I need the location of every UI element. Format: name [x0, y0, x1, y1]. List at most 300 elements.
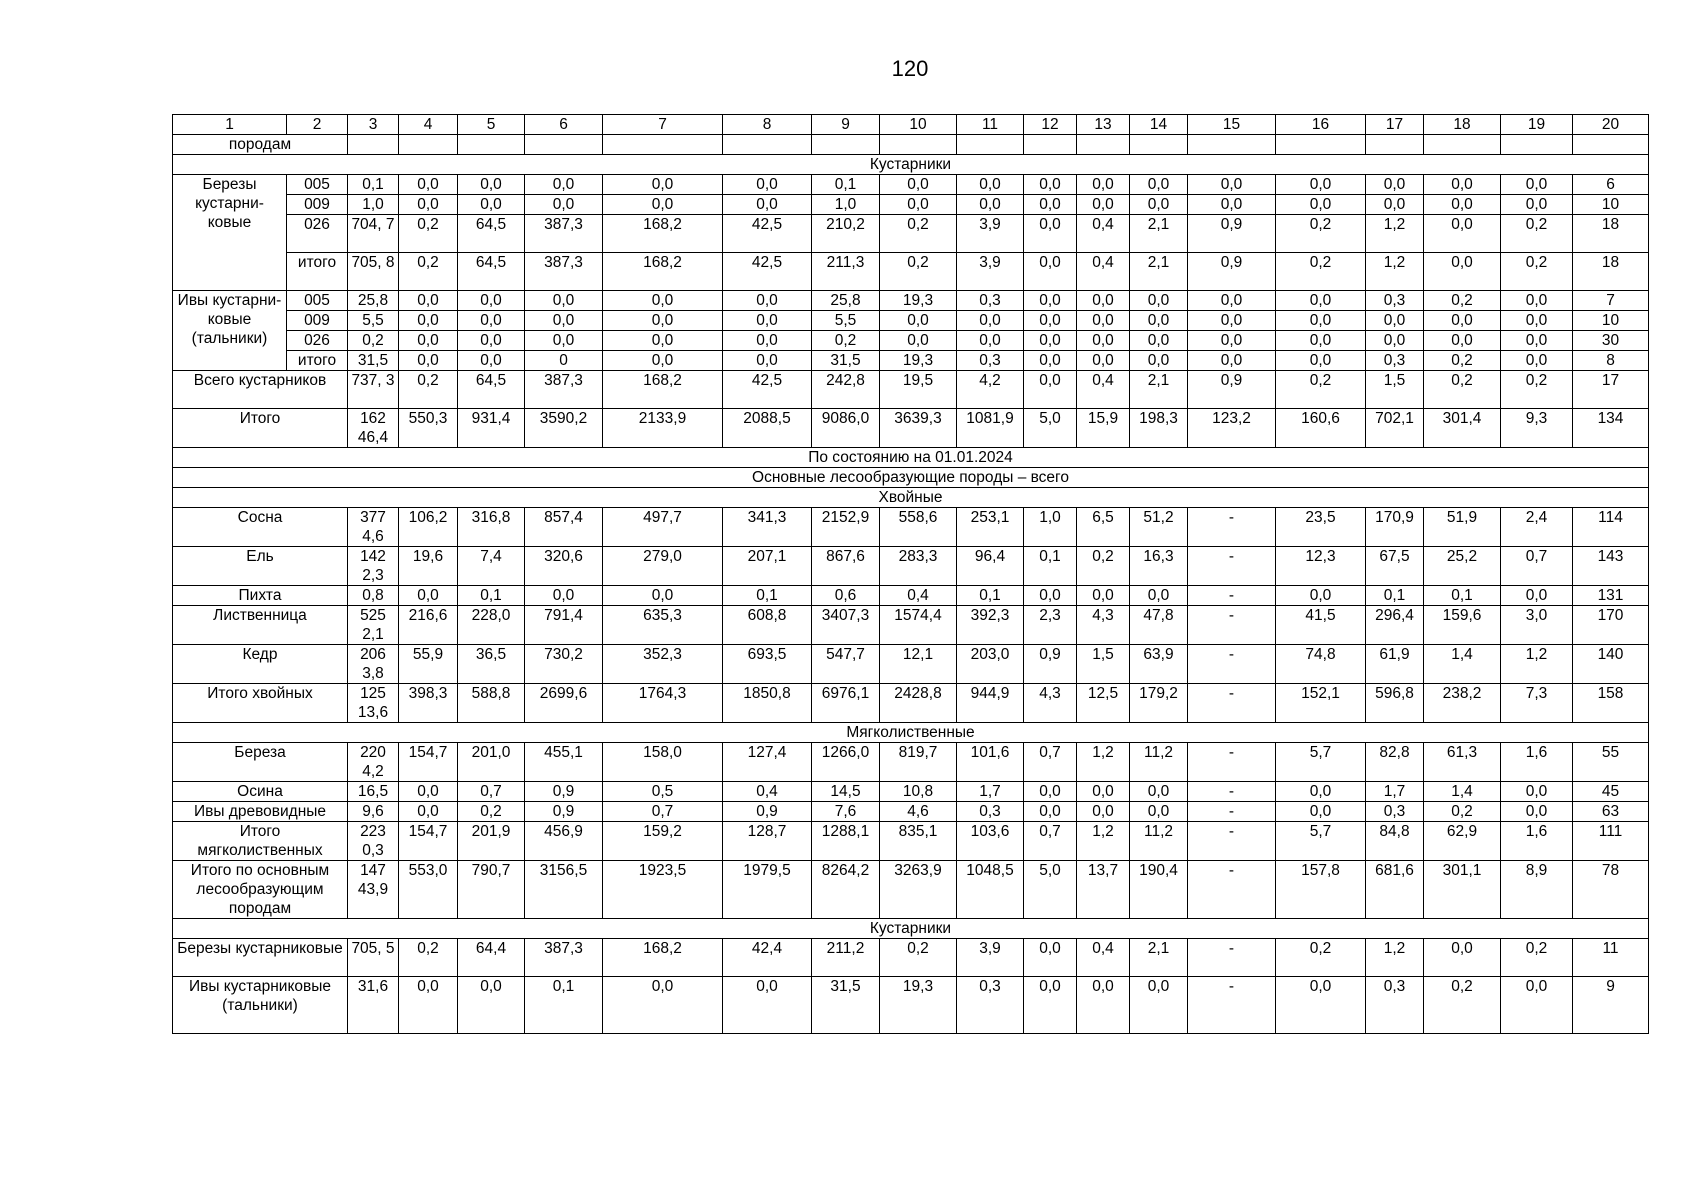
table-cell: 0,3	[1366, 291, 1424, 311]
row-label: Лиственница	[173, 606, 348, 645]
table-row	[173, 861, 1649, 919]
table-cell	[1024, 135, 1077, 155]
table-cell: 0,0	[1276, 331, 1366, 351]
table-cell: 1,7	[1366, 782, 1424, 802]
table-cell: 157,8	[1276, 861, 1366, 919]
table-cell: 0,1	[1366, 586, 1424, 606]
table-cell: 0,0	[399, 802, 458, 822]
table-cell: 42,4	[723, 939, 812, 977]
table-cell: 0,0	[1077, 311, 1130, 331]
table-cell: 0,7	[1024, 743, 1077, 782]
table-cell: 0,0	[1024, 802, 1077, 822]
table-cell: 1048,5	[957, 861, 1024, 919]
table-cell: 12,1	[880, 645, 957, 684]
table-cell: 64,4	[458, 939, 525, 977]
section-row	[173, 488, 1649, 508]
table-cell: 61,3	[1424, 743, 1501, 782]
table-cell: 0,0	[1188, 311, 1276, 331]
table-cell: 152,1	[1276, 684, 1366, 723]
table-cell: 0,2	[1501, 371, 1573, 409]
table-cell: 0,0	[458, 291, 525, 311]
table-cell: 0,0	[1424, 939, 1501, 977]
table-cell: 387,3	[525, 939, 603, 977]
table-cell: 0,0	[1366, 311, 1424, 331]
table-cell: 0,9	[723, 802, 812, 822]
table-cell: 19,3	[880, 291, 957, 311]
page-number: 120	[891, 56, 929, 81]
table-cell: 0,0	[957, 331, 1024, 351]
table-cell: 179,2	[1130, 684, 1188, 723]
table-cell: 1,2	[1366, 939, 1424, 977]
table-cell: 0,0	[1077, 175, 1130, 195]
table-cell: 0,0	[1424, 253, 1501, 291]
table-cell: 9	[1573, 977, 1649, 1034]
code-cell: 009	[287, 195, 348, 215]
section-row	[173, 155, 1649, 175]
table-cell: 61,9	[1366, 645, 1424, 684]
table-cell: 5,5	[348, 311, 399, 331]
table-cell: 0,0	[723, 331, 812, 351]
table-cell: 1,2	[1501, 645, 1573, 684]
table-cell: 170	[1573, 606, 1649, 645]
table-cell: 19,6	[399, 547, 458, 586]
table-cell: 558,6	[880, 508, 957, 547]
table-cell: 0,0	[399, 311, 458, 331]
code-cell: 005	[287, 175, 348, 195]
table-cell: 253,1	[957, 508, 1024, 547]
code-cell: итого	[287, 351, 348, 371]
table-cell	[399, 135, 458, 155]
table-cell: 31,6	[348, 977, 399, 1034]
table-cell: 160,6	[1276, 409, 1366, 448]
table-cell: 168,2	[603, 371, 723, 409]
table-cell: 0,0	[1501, 782, 1573, 802]
table-cell: 0,0	[1188, 331, 1276, 351]
table-cell: 0,0	[1130, 311, 1188, 331]
table-cell: 0,0	[880, 195, 957, 215]
table-cell: 31,5	[812, 977, 880, 1034]
table-cell: 5,0	[1024, 409, 1077, 448]
table-cell: 0,0	[1424, 331, 1501, 351]
table-cell: 5,5	[812, 311, 880, 331]
table-cell: 0,0	[603, 195, 723, 215]
table-cell: 0,1	[957, 586, 1024, 606]
table-cell: 1,0	[348, 195, 399, 215]
table-row	[173, 684, 1649, 723]
table-cell: 3263,9	[880, 861, 957, 919]
table-cell: 3407,3	[812, 606, 880, 645]
table-cell: 0,0	[723, 977, 812, 1034]
table-cell: 0,3	[1366, 802, 1424, 822]
column-header: 7	[603, 115, 723, 135]
table-cell: 106,2	[399, 508, 458, 547]
table-cell: 140	[1573, 645, 1649, 684]
table-cell	[1276, 135, 1366, 155]
table-cell: 0,2	[399, 371, 458, 409]
table-cell: 3156,5	[525, 861, 603, 919]
table-cell: 0,0	[1276, 195, 1366, 215]
table-cell: 0,2	[1424, 291, 1501, 311]
table-cell: 0,0	[458, 977, 525, 1034]
table-cell: 36,5	[458, 645, 525, 684]
table-cell: 0,1	[1024, 547, 1077, 586]
table-cell: 0,0	[603, 351, 723, 371]
code-cell: 026	[287, 215, 348, 253]
table-cell: 8	[1573, 351, 1649, 371]
table-cell: 9086,0	[812, 409, 880, 448]
table-cell: 704, 7	[348, 215, 399, 253]
table-cell: 216,6	[399, 606, 458, 645]
column-header: 13	[1077, 115, 1130, 135]
table-cell: 42,5	[723, 215, 812, 253]
table-cell: 0,0	[399, 175, 458, 195]
table-cell: 0,2	[1276, 215, 1366, 253]
table-cell: 2,4	[1501, 508, 1573, 547]
table-cell: 0,0	[399, 782, 458, 802]
table-cell: 0,0	[1276, 782, 1366, 802]
table-cell: 228,0	[458, 606, 525, 645]
table-cell: 0,8	[348, 586, 399, 606]
section-title-softwood: Мягколиственные	[173, 723, 1649, 743]
table-cell: 0,9	[1024, 645, 1077, 684]
column-header: 1	[173, 115, 287, 135]
table-cell: 392,3	[957, 606, 1024, 645]
table-cell: 16,5	[348, 782, 399, 802]
table-cell: 19,3	[880, 977, 957, 1034]
table-cell: 19,3	[880, 351, 957, 371]
table-cell: 158	[1573, 684, 1649, 723]
table-cell: 0,7	[458, 782, 525, 802]
table-cell: 25,2	[1424, 547, 1501, 586]
table-cell: 2088,5	[723, 409, 812, 448]
table-cell: 1,5	[1366, 371, 1424, 409]
table-cell: 3,9	[957, 253, 1024, 291]
table-cell: -	[1188, 684, 1276, 723]
table-cell: 125 13,6	[348, 684, 399, 723]
table-cell: 0,0	[1024, 371, 1077, 409]
table-cell: 0,0	[1130, 586, 1188, 606]
table-cell: 0,3	[957, 977, 1024, 1034]
table-body	[173, 115, 1649, 1034]
table-cell: -	[1188, 802, 1276, 822]
table-cell: 0,0	[1130, 331, 1188, 351]
table-cell: 341,3	[723, 508, 812, 547]
section-title-shrubs: Кустарники	[173, 919, 1649, 939]
table-row	[173, 195, 1649, 215]
table-cell: 0,0	[1366, 331, 1424, 351]
table-cell: 0,2	[880, 253, 957, 291]
table-row	[173, 175, 1649, 195]
table-cell: 162 46,4	[348, 409, 399, 448]
table-cell: 0,0	[1424, 311, 1501, 331]
group-label: Ивы кустарни- ковые (тальники)	[173, 291, 287, 371]
table-cell: 547,7	[812, 645, 880, 684]
table-cell: 55,9	[399, 645, 458, 684]
table-cell: -	[1188, 645, 1276, 684]
table-cell	[1366, 135, 1424, 155]
table-cell: 74,8	[1276, 645, 1366, 684]
table-cell: 6,5	[1077, 508, 1130, 547]
table-cell: 14,5	[812, 782, 880, 802]
table-cell: 588,8	[458, 684, 525, 723]
table-cell: -	[1188, 782, 1276, 802]
column-header: 14	[1130, 115, 1188, 135]
column-header: 4	[399, 115, 458, 135]
table-cell: 134	[1573, 409, 1649, 448]
table-cell: 635,3	[603, 606, 723, 645]
table-cell: 78	[1573, 861, 1649, 919]
table-cell: 5,0	[1024, 861, 1077, 919]
table-cell: 0,0	[1130, 977, 1188, 1034]
table-cell: 18	[1573, 253, 1649, 291]
table-cell: 3,9	[957, 215, 1024, 253]
table-cell: 82,8	[1366, 743, 1424, 782]
table-cell: 211,2	[812, 939, 880, 977]
table-cell: 62,9	[1424, 822, 1501, 861]
table-cell: 0,0	[1024, 215, 1077, 253]
table-cell: 387,3	[525, 371, 603, 409]
table-cell: 2,3	[1024, 606, 1077, 645]
table-cell: 0,0	[1130, 802, 1188, 822]
table-cell: 0,0	[1077, 977, 1130, 1034]
table-cell	[880, 135, 957, 155]
table-cell: 497,7	[603, 508, 723, 547]
table-cell: 0,0	[1024, 977, 1077, 1034]
table-cell: 11,2	[1130, 822, 1188, 861]
row-label: Всего кустарников	[173, 371, 348, 409]
table-cell: 398,3	[399, 684, 458, 723]
table-cell: 0,0	[1424, 215, 1501, 253]
header-row	[173, 115, 1649, 135]
table-cell: 31,5	[812, 351, 880, 371]
table-cell: 1574,4	[880, 606, 957, 645]
table-cell: 0,2	[812, 331, 880, 351]
table-cell: 64,5	[458, 215, 525, 253]
table-cell: 0,0	[1366, 195, 1424, 215]
table-cell: 0,0	[957, 311, 1024, 331]
table-cell: 0,1	[812, 175, 880, 195]
table-cell: 0,0	[458, 195, 525, 215]
table-cell: 1,2	[1077, 743, 1130, 782]
table-cell: 2699,6	[525, 684, 603, 723]
table-cell: 0,3	[957, 351, 1024, 371]
table-cell: 283,3	[880, 547, 957, 586]
table-cell: 320,6	[525, 547, 603, 586]
table-cell: 835,1	[880, 822, 957, 861]
table-cell: 737, 3	[348, 371, 399, 409]
column-header: 17	[1366, 115, 1424, 135]
table-cell: 301,1	[1424, 861, 1501, 919]
table-cell: 1,4	[1424, 645, 1501, 684]
section-title-shrubs: Кустарники	[173, 155, 1649, 175]
table-row	[173, 331, 1649, 351]
table-cell: 5,7	[1276, 743, 1366, 782]
table-cell: 0,0	[1077, 586, 1130, 606]
table-cell: 279,0	[603, 547, 723, 586]
table-cell: 550,3	[399, 409, 458, 448]
table-cell: -	[1188, 861, 1276, 919]
table-row	[173, 547, 1649, 586]
table-cell: 0,2	[458, 802, 525, 822]
table-cell: 0,0	[1024, 195, 1077, 215]
table-cell: 819,7	[880, 743, 957, 782]
table-cell: 0,2	[1501, 215, 1573, 253]
table-cell: 0,0	[1130, 782, 1188, 802]
table-cell: 238,2	[1424, 684, 1501, 723]
table-cell: 0,0	[1501, 977, 1573, 1034]
table-row	[173, 215, 1649, 253]
table-cell: 296,4	[1366, 606, 1424, 645]
table-cell: 168,2	[603, 215, 723, 253]
table-cell: 0,7	[603, 802, 723, 822]
table-cell: 168,2	[603, 253, 723, 291]
table-cell: 0,0	[1276, 291, 1366, 311]
table-cell: 2428,8	[880, 684, 957, 723]
table-cell: 0,1	[525, 977, 603, 1034]
table-cell: 0,0	[603, 175, 723, 195]
table-cell	[1077, 135, 1130, 155]
code-cell: 009	[287, 311, 348, 331]
table-cell: 128,7	[723, 822, 812, 861]
row-label: Итого хвойных	[173, 684, 348, 723]
table-cell: 0,1	[1424, 586, 1501, 606]
table-cell: 1,6	[1501, 743, 1573, 782]
table-cell	[1188, 135, 1276, 155]
table-cell: 0,0	[1024, 331, 1077, 351]
table-cell: -	[1188, 977, 1276, 1034]
table-cell: 143	[1573, 547, 1649, 586]
table-cell: 0,0	[399, 195, 458, 215]
table-cell: 2,1	[1130, 371, 1188, 409]
table-cell: 51,2	[1130, 508, 1188, 547]
code-cell: 005	[287, 291, 348, 311]
table-cell	[1130, 135, 1188, 155]
table-cell: 944,9	[957, 684, 1024, 723]
table-cell: 352,3	[603, 645, 723, 684]
table-cell: 2133,9	[603, 409, 723, 448]
table-cell: 0,0	[603, 311, 723, 331]
table-cell: 0,0	[458, 351, 525, 371]
column-header: 11	[957, 115, 1024, 135]
table-cell: 1,2	[1077, 822, 1130, 861]
row-label: Кедр	[173, 645, 348, 684]
table-cell: 0,2	[1501, 939, 1573, 977]
table-cell: 0,1	[348, 175, 399, 195]
table-cell: 0,0	[603, 331, 723, 351]
table-cell: 168,2	[603, 939, 723, 977]
table-cell: 67,5	[1366, 547, 1424, 586]
table-cell: 158,0	[603, 743, 723, 782]
table-cell: 127,4	[723, 743, 812, 782]
table-cell: 0,0	[399, 977, 458, 1034]
table-cell	[957, 135, 1024, 155]
table-cell: 103,6	[957, 822, 1024, 861]
table-cell: 0,0	[525, 175, 603, 195]
table-cell	[458, 135, 525, 155]
table-cell: 0,0	[957, 195, 1024, 215]
table-cell: 42,5	[723, 253, 812, 291]
table-cell: 0,0	[723, 311, 812, 331]
table-cell: 387,3	[525, 215, 603, 253]
table-row	[173, 977, 1649, 1034]
table-cell: 0,0	[880, 175, 957, 195]
table-cell: -	[1188, 586, 1276, 606]
table-cell: 19,5	[880, 371, 957, 409]
row-label: Сосна	[173, 508, 348, 547]
table-cell: 0,2	[1276, 253, 1366, 291]
table-cell: 0,4	[1077, 215, 1130, 253]
table-cell: 0,0	[1501, 802, 1573, 822]
table-cell: 608,8	[723, 606, 812, 645]
table-cell: 0,0	[458, 311, 525, 331]
table-cell: 0,0	[603, 977, 723, 1034]
table-cell: 455,1	[525, 743, 603, 782]
table-cell: 11	[1573, 939, 1649, 977]
table-cell: 681,6	[1366, 861, 1424, 919]
table-cell: 0,6	[812, 586, 880, 606]
table-cell: 64,5	[458, 371, 525, 409]
table-cell: 0,0	[603, 586, 723, 606]
table-row	[173, 508, 1649, 547]
table-cell: 0,2	[399, 939, 458, 977]
table-cell: 0,4	[880, 586, 957, 606]
table-cell: 1,0	[812, 195, 880, 215]
table-cell: 10	[1573, 311, 1649, 331]
table-cell: 525 2,1	[348, 606, 399, 645]
table-cell: 4,3	[1077, 606, 1130, 645]
table-cell: 13,7	[1077, 861, 1130, 919]
table-cell: 147 43,9	[348, 861, 399, 919]
table-cell: 6976,1	[812, 684, 880, 723]
table-row	[173, 253, 1649, 291]
table-cell: 11,2	[1130, 743, 1188, 782]
table-cell: 6	[1573, 175, 1649, 195]
table-cell: 0,0	[723, 195, 812, 215]
table-cell: 1288,1	[812, 822, 880, 861]
code-cell: 026	[287, 331, 348, 351]
table-cell: 790,7	[458, 861, 525, 919]
table-cell: 0,0	[1024, 586, 1077, 606]
table-cell: 0,0	[1024, 291, 1077, 311]
table-cell: 206 3,8	[348, 645, 399, 684]
table-cell: 0,0	[1130, 195, 1188, 215]
table-cell: 0,0	[880, 311, 957, 331]
table-cell	[1573, 135, 1649, 155]
table-cell: 0,0	[399, 586, 458, 606]
table-cell: 96,4	[957, 547, 1024, 586]
section-title-main-species: Основные лесообразующие породы – всего	[173, 468, 1649, 488]
table-cell: 693,5	[723, 645, 812, 684]
table-cell: 190,4	[1130, 861, 1188, 919]
table-cell: 111	[1573, 822, 1649, 861]
table-cell: 203,0	[957, 645, 1024, 684]
table-cell: 41,5	[1276, 606, 1366, 645]
row-label: Итого	[173, 409, 348, 448]
table-cell: 23,5	[1276, 508, 1366, 547]
table-cell	[812, 135, 880, 155]
table-cell: 0,0	[1276, 175, 1366, 195]
table-cell: 210,2	[812, 215, 880, 253]
table-cell: 123,2	[1188, 409, 1276, 448]
table-cell: 159,6	[1424, 606, 1501, 645]
table-cell: 0,0	[723, 175, 812, 195]
table-row	[173, 371, 1649, 409]
table-cell: 9,6	[348, 802, 399, 822]
table-cell: 201,9	[458, 822, 525, 861]
table-cell: 1,7	[957, 782, 1024, 802]
column-header: 10	[880, 115, 957, 135]
table-cell: 101,6	[957, 743, 1024, 782]
